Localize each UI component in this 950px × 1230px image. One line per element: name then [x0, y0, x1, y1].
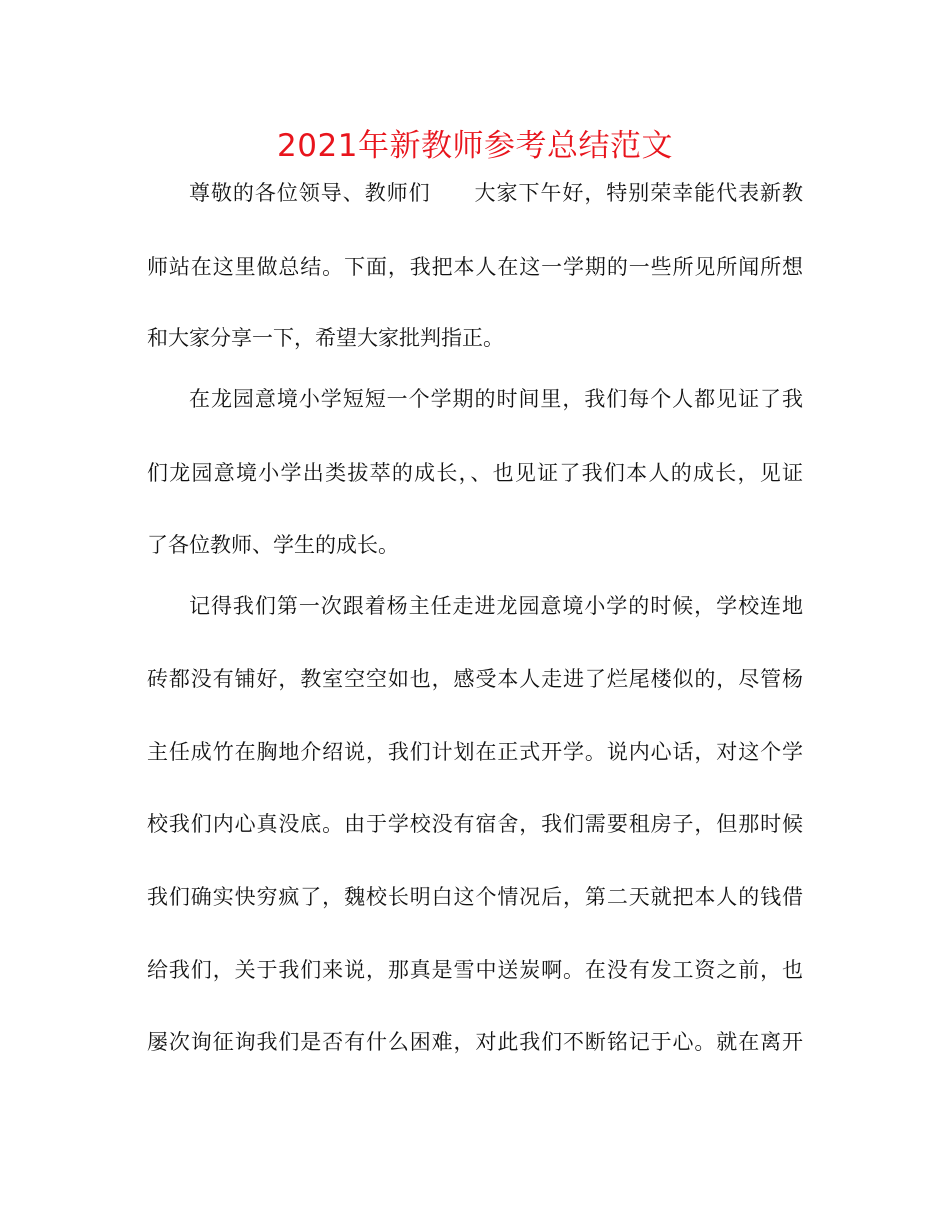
text-line: 我们确实快穷疯了，魏校长明白这个情况后，第二天就把本人的钱借	[147, 885, 803, 909]
text-line: 给我们，关于我们来说，那真是雪中送炭啊。在没有发工资之前，也	[147, 958, 803, 982]
text-line: 记得我们第一次跟着杨主任走进龙园意境小学的时候，学校连地	[189, 594, 803, 618]
text-line: 屡次询征询我们是否有什么困难，对此我们不断铭记于心。就在离开	[147, 1030, 803, 1054]
text-line: 们龙园意境小学出类拔萃的成长，、也见证了我们本人的成长，见证	[147, 461, 803, 485]
text-line: 师站在这里做总结。下面，我把本人在这一学期的一些所见所闻所想	[147, 255, 803, 279]
document-title: 2021年新教师参考总结范文	[277, 128, 673, 164]
text-line: 砖都没有铺好，教室空空如也，感受本人走进了烂尾楼似的，尽管杨	[147, 667, 803, 691]
text-line: 校我们内心真没底。由于学校没有宿舍，我们需要租房子，但那时候	[147, 812, 803, 836]
text-line: 尊敬的各位领导、教师们 大家下午好，特别荣幸能代表新教	[189, 181, 803, 205]
text-line: 了各位教师、学生的成长。	[147, 533, 399, 557]
text-line: 和大家分享一下，希望大家批判指正。	[147, 326, 504, 350]
text-line: 在龙园意境小学短短一个学期的时间里，我们每个人都见证了我	[189, 387, 803, 411]
text-line: 主任成竹在胸地介绍说，我们计划在正式开学。说内心话，对这个学	[147, 740, 803, 764]
